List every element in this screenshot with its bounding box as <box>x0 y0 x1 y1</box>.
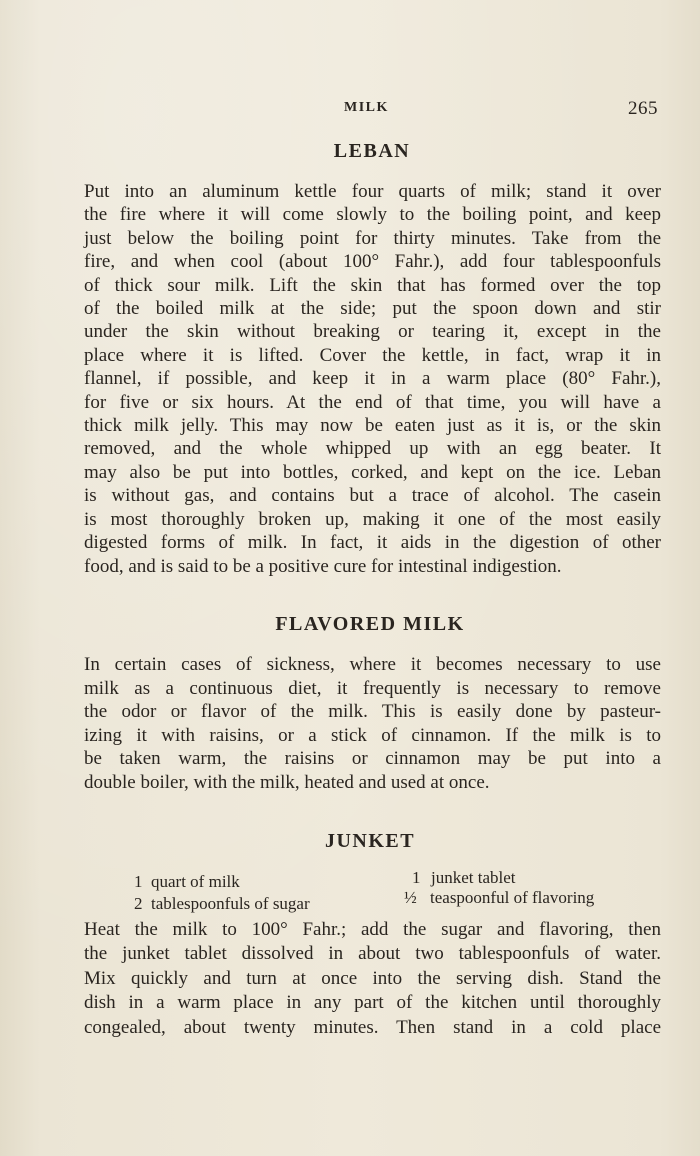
ingredient-qty: 1 <box>412 868 421 887</box>
text-line: of the boiled milk at the side; put the spoon down and stir <box>84 298 661 320</box>
text-line: congealed, about twenty minutes. Then stand in a cold place <box>84 1016 661 1038</box>
ingredient-text: tablespoonfuls of sugar <box>151 894 310 913</box>
text-line: is without gas, and contains but a trace of alcohol. The casein <box>84 485 661 507</box>
text-line: the odor or flavor of the milk. This is easily done by pasteur- <box>84 701 661 723</box>
junket-paragraph <box>84 918 661 1040</box>
ingredient-text: teaspoonful of flavoring <box>430 888 595 907</box>
text-line: removed, and the whole whipped up with an egg beater. It <box>84 438 661 460</box>
text-line: is most thoroughly broken up, making it one of the most easily <box>84 508 661 530</box>
ingredient-item <box>412 868 516 888</box>
page-header <box>0 98 700 122</box>
ingredient-list <box>0 868 700 918</box>
text-line: place where it is lifted. Cover the kettle, in fact, wrap it in <box>84 344 661 366</box>
text-line: dish in a warm place in any part of the kitchen until thoroughly <box>84 992 661 1014</box>
text-line: izing it with raisins, or a stick of cinnamon. If the milk is to <box>84 724 661 746</box>
ingredient-text: quart of milk <box>151 872 240 891</box>
text-line: Heat the milk to 100° Fahr.; add the sugar and flavoring, then <box>84 919 661 940</box>
text-line: Mix quickly and turn at once into the serving dish. Stand the <box>84 967 661 989</box>
text-line: of thick sour milk. Lift the skin that has formed over the top <box>84 274 661 296</box>
text-line: under the skin without breaking or tearing it, except in the <box>84 321 661 343</box>
text-line: fire, and when cool (about 100° Fahr.), add four tablespoonfuls <box>84 251 661 273</box>
ingredient-item <box>404 888 594 908</box>
section-title-junket: JUNKET <box>324 830 416 852</box>
section-title-flavored-milk: FLAVORED MILK <box>275 613 465 635</box>
text-line: be taken warm, the raisins or cinnamon may be put into a <box>84 748 661 770</box>
text-line: the junket tablet dissolved in about two tablespoonfuls of water. <box>84 943 661 965</box>
leban-paragraph <box>84 180 661 578</box>
text-line: thick milk jelly. This may now be eaten just as it is, or the skin <box>84 415 661 437</box>
text-line: double boiler, with the milk, heated and used at once. <box>84 771 490 793</box>
ingredient-qty: 1 <box>134 872 143 891</box>
ingredient-qty: ½ <box>404 888 417 907</box>
text-line: Put into an aluminum kettle four quarts of milk; stand it over <box>84 181 661 202</box>
text-line: the fire where it will come slowly to the boiling point, and keep <box>84 204 661 226</box>
text-line: In certain cases of sickness, where it becomes necessary to use <box>84 654 661 675</box>
text-line: flannel, if possible, and keep it in a warm place (80° Fahr.), <box>84 368 661 390</box>
ingredient-qty: 2 <box>134 894 143 913</box>
text-line: just below the boiling point for thirty minutes. Take from the <box>84 227 661 249</box>
flavored-milk-paragraph <box>84 653 661 795</box>
ingredient-text: junket tablet <box>431 868 516 887</box>
running-head: MILK <box>344 100 389 115</box>
text-line: digested forms of milk. In fact, it aids in the digestion of other <box>84 532 661 554</box>
text-line: food, and is said to be a positive cure for intestinal indigestion. <box>84 555 562 577</box>
page-number: 265 <box>628 98 658 119</box>
text-line: milk as a continuous diet, it frequently is necessary to remove <box>84 677 661 699</box>
text-line: may also be put into bottles, corked, and kept on the ice. Leban <box>84 461 661 483</box>
text-line: for five or six hours. At the end of that time, you will have a <box>84 391 661 413</box>
ingredient-item <box>134 894 310 914</box>
section-title-leban: LEBAN <box>333 140 411 162</box>
ingredient-item <box>134 872 240 892</box>
